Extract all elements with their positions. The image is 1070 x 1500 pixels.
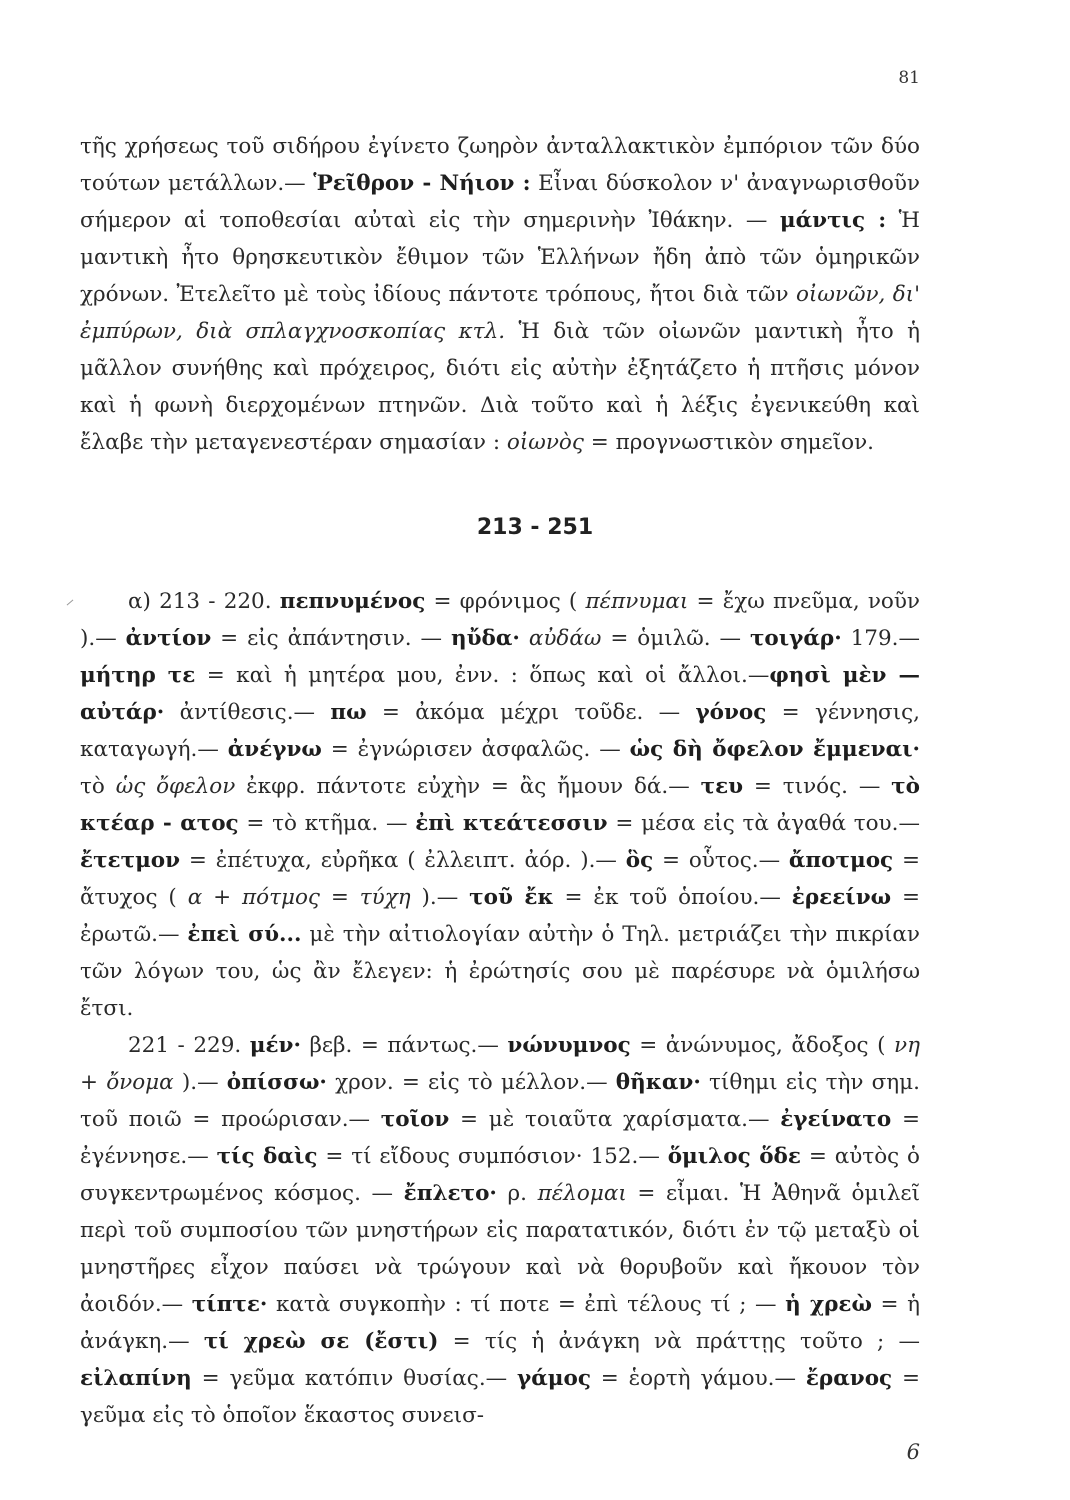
text-run: = τί εἴδους συμπόσιον· 152.—: [317, 1144, 668, 1169]
italic-phrase: οἰωνῶν, δι' ἐμπύρων, διὰ σπλαγχνοσκοπίας κτλ.: [80, 282, 921, 344]
text-run: = προγνωστικὸν σημεῖον.: [583, 430, 874, 455]
lemma-term: ηὔδα·: [450, 626, 520, 651]
text-run: = καὶ ἡ μητέρα μου, ἐνν. : ὅπως καὶ οἱ ἄλλοι.—: [195, 663, 770, 688]
lemma-term: μέν·: [249, 1033, 301, 1058]
text-run: Εἶναι δύσκολον ν' ἀναγνωρισθοῦν σήμερον αἱ τοποθεσίαι αὐταὶ εἰς τὴν σημερινὴν Ἰθάκην. —: [80, 171, 920, 233]
text-run: βεβ. = πάντως.—: [300, 1033, 508, 1058]
lemma-term: Ῥεῖθρον - Νήιον :: [313, 171, 531, 196]
text-run: μὲ τὴν αἰτιολογίαν αὐτὴν ὁ Τηλ. μετριάζει τὴν πικρίαν τῶν λόγων του, ὡς ἂν ἔλεγεν: ἡ ἐρώτησίς σου μὲ παρέσυρε νὰ ὁμιλήσω ἔτσι.: [80, 922, 920, 1021]
text-run: ).—: [410, 885, 470, 910]
text-run: = ἄτυχος (: [80, 848, 920, 910]
lemma-term: μήτηρ τε: [80, 663, 196, 688]
text-run: = ἐπέτυχα, εὐρῆκα ( ἐλλειπτ. ἀόρ. ).—: [180, 848, 626, 873]
lemma-term: ἐπεὶ σύ...: [187, 922, 302, 947]
text-run: 221 - 229.: [128, 1033, 250, 1058]
text-run: = μὲ τοιαῦτα χαρίσματα.—: [449, 1107, 781, 1132]
lemma-term: ὃς: [625, 848, 654, 873]
text-run: ἀντίθεσις.—: [164, 700, 331, 725]
page-number: 81: [898, 68, 920, 88]
text-run: = ἑορτὴ γάμου.—: [590, 1366, 806, 1391]
italic-phrase: πέλομαι: [537, 1181, 627, 1206]
text-run: = ἡ ἀνάγκη.—: [80, 1292, 920, 1354]
text-run: = ἀνώνυμος, ἄδοξος (: [630, 1033, 895, 1058]
text-run: Ἡ μαντικὴ ἦτο θρησκευτικὸν ἔθιμον τῶν Ἑλλήνων ἤδη ἀπὸ τῶν ὁμηρικῶν χρόνων. Ἐτελεῖτο μὲ τοὺς ἰδίους πάντοτε τρόπους, ἤτοι διὰ τῶν: [80, 208, 920, 307]
lemma-term: τί χρεὼ σε (ἔστι): [203, 1329, 439, 1354]
margin-mark: [67, 600, 74, 606]
lemma-term: ἔπλετο·: [403, 1181, 497, 1206]
text-run: = τίς ἡ ἀνάγκη νὰ πράττῃς τοῦτο ; —: [438, 1329, 920, 1354]
italic-phrase: νη + ὄνομα: [80, 1033, 920, 1095]
lemma-term: ὀπίσσω·: [226, 1070, 327, 1095]
text-run: τῆς χρήσεως τοῦ σιδήρου ἐγίνετο ζωηρὸν ἀνταλλακτικὸν ἐμπόριον τῶν δύο τούτων μετάλλων.—: [80, 134, 920, 196]
text-run: = ὁμιλῶ. —: [601, 626, 750, 651]
text-run: [520, 626, 529, 651]
text-run: = ἀκόμα μέχρι τοῦδε. —: [366, 700, 696, 725]
lemma-term: γάμος: [517, 1366, 591, 1391]
lemma-term: τευ: [700, 774, 744, 799]
section-heading: 213 - 251: [476, 515, 594, 540]
text-run: = φρόνιμος (: [425, 589, 586, 614]
text-run: τίθημι εἰς τὴν σημ. τοῦ ποιῶ = προώρισαν.—: [80, 1070, 920, 1132]
text-run: ρ.: [496, 1181, 538, 1206]
lemma-term: ἀντίον: [125, 626, 212, 651]
lemma-term: τὸ κτέαρ - ατος: [80, 774, 920, 836]
text-run: = οὗτος.—: [653, 848, 789, 873]
text-run: ἐκφρ. πάντοτε εὐχὴν = ἂς ἤμουν δά.—: [235, 774, 701, 799]
lemma-term: εἰλαπίνη: [80, 1366, 192, 1391]
text-run: α) 213 - 220.: [128, 589, 280, 614]
lemma-term: ἄποτμος: [788, 848, 894, 873]
signature-mark: 6: [906, 1440, 920, 1464]
commentary-paragraph-a: [80, 583, 920, 1027]
lemma-term: θῆκαν·: [615, 1070, 701, 1095]
commentary-paragraph-b: [80, 1027, 920, 1434]
text-run: = ἐγέννησε.—: [80, 1107, 920, 1169]
lemma-term: ἡ χρεὼ: [785, 1292, 872, 1317]
lemma-term: ἀνέγνω: [227, 737, 322, 762]
text-run: χρον. = εἰς τὸ μέλλον.—: [326, 1070, 616, 1095]
lemma-term: ὡς δὴ ὄφελον ἔμμεναι·: [629, 737, 920, 762]
commentary-paragraph-top: [80, 128, 920, 461]
text-run: = εἰς ἀπάντησιν. —: [211, 626, 451, 651]
lemma-term: ἐγείνατο: [780, 1107, 892, 1132]
text-run: Ἡ διὰ τῶν οἰωνῶν μαντικὴ ἦτο ἡ μᾶλλον συνήθης καὶ πρόχειρος, διότι εἰς αὐτὴν ἐξητάζετο ἡ πτῆσις μόνον καὶ ἡ φωνὴ διερχομένων πτηνῶν. Διὰ τοῦτο καὶ ἡ λέξις ἐγενικεύθη καὶ ἔλαβε τὴν μεταγενεστέραν σημασίαν :: [80, 319, 920, 455]
lemma-term: ὅμιλος ὅδε: [667, 1144, 801, 1169]
lemma-term: φησὶ μὲν — αὐτάρ·: [80, 663, 920, 725]
italic-phrase: οἰωνὸς: [506, 430, 584, 455]
lemma-term: ἐρεείνω: [791, 885, 892, 910]
text-run: = ἔχω πνεῦμα, νοῦν ).—: [80, 589, 921, 651]
text-run: = γεῦμα εἰς τὸ ὁποῖον ἕκαστος συνεισ-: [80, 1366, 920, 1428]
text-run: = αὐτὸς ὁ συγκεντρωμένος κόσμος. —: [80, 1144, 921, 1206]
lemma-term: τοιγάρ·: [749, 626, 842, 651]
text-run: 179.—: [841, 626, 920, 651]
lemma-term: τίπτε·: [191, 1292, 268, 1317]
text-run: = μέσα εἰς τὰ ἀγαθά του.—: [607, 811, 920, 836]
text-run: = ἐγνώρισεν ἀσφαλῶς. —: [321, 737, 630, 762]
lemma-term: ἔτετμον: [80, 848, 181, 873]
italic-phrase: αὐδάω: [528, 626, 602, 651]
lemma-term: νώνυμνος: [507, 1033, 631, 1058]
lemma-term: πεπνυμένος: [279, 589, 426, 614]
text-run: = ἐκ τοῦ ὁποίου.—: [553, 885, 792, 910]
text-run: = τινός. —: [743, 774, 892, 799]
italic-phrase: ὡς ὄφελον: [115, 774, 236, 799]
lemma-term: τοῖον: [380, 1107, 450, 1132]
lemma-term: ἐπὶ κτεάτεσσιν: [415, 811, 608, 836]
lemma-term: ἔρανος: [805, 1366, 893, 1391]
text-run: = γέννησις, καταγωγή.—: [80, 700, 920, 762]
lemma-term: γόνος: [695, 700, 767, 725]
text-run: = ἐρωτῶ.—: [80, 885, 921, 947]
text-run: = τὸ κτῆμα. —: [238, 811, 416, 836]
text-run: = γεῦμα κατόπιν θυσίας.—: [191, 1366, 517, 1391]
top-text-block: [80, 128, 920, 461]
text-run: = εἶμαι. Ἡ Ἀθηνᾶ ὁμιλεῖ περὶ τοῦ συμποσίου τῶν μνηστήρων εἰς παρατατικόν, διότι ἐν τῷ μεταξὺ οἱ μνηστῆρες εἶχον παύσει νὰ τρώγουν καὶ νὰ θορυβοῦν καὶ ἤκουον τὸν ἀοιδόν.—: [80, 1181, 921, 1317]
text-run: ).—: [173, 1070, 227, 1095]
text-run: κατὰ συγκοπὴν : τί ποτε = ἐπὶ τέλους τί ; —: [267, 1292, 786, 1317]
lemma-term: μάντις :: [779, 208, 887, 233]
lemma-term: πω: [330, 700, 367, 725]
text-run: τὸ: [80, 774, 116, 799]
italic-phrase: πέπνυμαι: [585, 589, 689, 614]
main-text-block: [80, 583, 920, 1434]
italic-phrase: α + πότμος = τύχη: [187, 885, 411, 910]
lemma-term: τοῦ ἔκ: [469, 885, 554, 910]
lemma-term: τίς δαὶς: [216, 1144, 318, 1169]
